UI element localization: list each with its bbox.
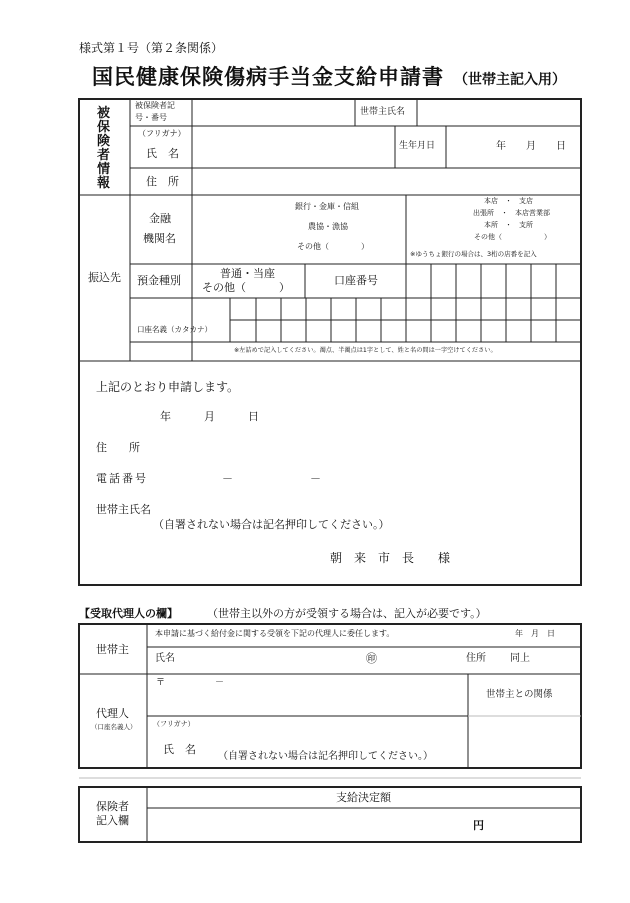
applicant-address-label: 住 所	[96, 441, 140, 454]
postal-dash: －	[215, 678, 225, 688]
branch-option-3: 本所 ・ 支所	[484, 221, 533, 229]
relation-field[interactable]	[469, 717, 580, 767]
insured-address-field[interactable]	[193, 169, 580, 194]
insured-address-label: 住 所	[146, 175, 179, 188]
application-statement: 上記のとおり申請します。	[96, 380, 240, 394]
branch-option-4: その他（ ）	[474, 233, 551, 241]
proxy-name-label: 氏名	[155, 653, 175, 664]
insured-section-label: 被 保 険 者 情 報	[97, 106, 111, 191]
insured-name-field[interactable]	[193, 127, 394, 167]
applicant-phone-label: 電話番号	[96, 472, 148, 485]
account-number-field[interactable]	[407, 265, 580, 297]
amount-label: 支給決定額	[336, 791, 391, 804]
seal-icon: ㊞	[366, 652, 377, 665]
account-holder-note: ※左詰めで記入してください。濁点、半濁点は1字として、姓と名の間は一字空けてください。	[234, 347, 497, 354]
relation-label: 世帯主との関係	[486, 689, 553, 700]
agent-furigana-label: （フリガナ）	[153, 720, 195, 728]
birthdate-label: 生年月日	[399, 141, 436, 151]
proxy-address-same: 同上	[510, 653, 530, 664]
delegation-text: 本申請に基づく給付金に関する受領を下記の代理人に委任します。	[155, 629, 395, 638]
symbol-label-2: 号・番号	[135, 113, 167, 122]
bank-label-2: 機関名	[143, 232, 176, 245]
bank-types-3: その他（ ）	[297, 242, 369, 251]
bank-name-field[interactable]	[193, 196, 405, 263]
deposit-type-options-2[interactable]: その他（ ）	[202, 281, 290, 294]
proxy-heading-note: （世帯主以外の方が受領する場合は、記入が必要です。）	[207, 607, 487, 620]
account-number-label: 口座番号	[334, 274, 378, 287]
applicant-phone-field[interactable]: － －	[222, 472, 321, 485]
agent-sub-label: （口座名義人）	[91, 723, 137, 731]
bank-types-1: 銀行・金庫・信組	[295, 202, 359, 211]
application-date[interactable]: 年 月 日	[160, 410, 259, 423]
symbol-label-1: 被保険者記	[135, 101, 175, 110]
deposit-type-options-1[interactable]: 普通・当座	[220, 267, 275, 280]
amount-field[interactable]	[148, 809, 468, 841]
transfer-section-label: 振込先	[88, 271, 121, 284]
applicant-householder-label: 世帯主氏名	[96, 503, 151, 516]
proxy-heading: 【受取代理人の欄】	[79, 607, 178, 620]
addressee: 朝 来 市 長 様	[330, 551, 451, 565]
account-holder-field[interactable]	[231, 299, 580, 341]
insurer-label-1: 保険者	[96, 800, 129, 813]
branch-option-2: 出張所 ・ 本店営業部	[473, 209, 550, 217]
delegation-date[interactable]: 年 月 日	[515, 629, 555, 638]
householder-name-label: 世帯主氏名	[360, 107, 406, 117]
form-number: 様式第１号（第２条関係）	[79, 41, 224, 55]
bank-types-2: 農協・漁協	[308, 222, 348, 231]
agent-seal-note: （自署されない場合は記名押印してください。）	[218, 751, 433, 762]
branch-option-1: 本店 ・ 支店	[484, 197, 533, 205]
page-title: 国民健康保険傷病手当金支給申請書	[92, 65, 444, 89]
furigana-label: （フリガナ）	[138, 129, 186, 138]
symbol-number-field[interactable]	[193, 100, 354, 125]
bank-label-1: 金融	[149, 212, 171, 225]
deposit-type-label: 預金種別	[137, 274, 181, 287]
page-subtitle: （世帯主記入用）	[454, 72, 566, 88]
birthdate-field[interactable]: 年 月 日	[496, 141, 566, 152]
postal-mark: 〒	[156, 678, 166, 688]
insurer-label-2: 記入欄	[96, 814, 129, 827]
agent-address-field[interactable]	[148, 675, 467, 715]
agent-label: 代理人	[96, 707, 129, 720]
agent-name-label: 氏 名	[163, 743, 196, 756]
proxy-householder-label: 世帯主	[96, 643, 129, 656]
yucho-note: ※ゆうちょ銀行の場合は、3桁の店番を記入	[410, 250, 537, 258]
applicant-address-field[interactable]	[170, 436, 570, 456]
account-holder-label: 口座名義（カタカナ）	[137, 325, 212, 334]
seal-note: （自署されない場合は記名押印してください。）	[153, 518, 390, 531]
proxy-address-label: 住所	[466, 653, 486, 664]
householder-name-field[interactable]	[418, 100, 580, 125]
yen-unit: 円	[473, 819, 484, 832]
applicant-householder-field[interactable]	[170, 498, 570, 518]
proxy-householder-name-field[interactable]	[180, 650, 360, 670]
insured-name-label: 氏 名	[146, 147, 179, 160]
